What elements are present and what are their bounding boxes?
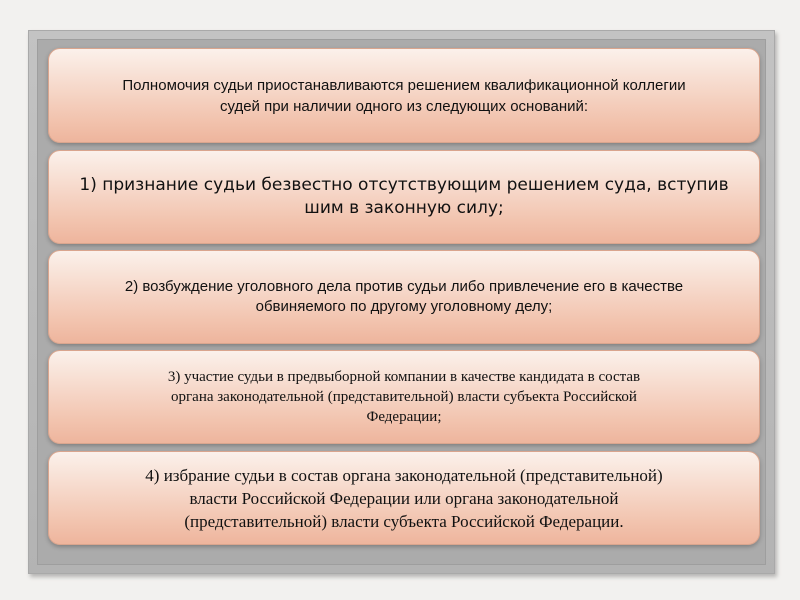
list-item-1	[48, 150, 760, 244]
header-box	[48, 48, 760, 143]
list-item-3-text: 3) участие судьи в предвыборной компании в качестве кандидата в состав органа законодательной (представительной) власти субъекта Российской Федерации;	[167, 369, 641, 425]
list-item-4-text: 4) избрание судьи в состав органа законодательной (представительной) власти Российской Федерации или органа законодательной (представительной) власти субъекта Российской Федерации.	[145, 465, 663, 531]
header-text: Полномочия судьи приостанавливаются решением квалификационной коллегии судей при наличии одного из следующих оснований:	[122, 76, 686, 115]
list-item-3	[48, 350, 760, 444]
list-item-2	[48, 250, 760, 344]
list-item-4	[48, 451, 760, 545]
list-item-2-text: 2) возбуждение уголовного дела против судьи либо привлечение его в качестве обвиняемого по другому уголовному делу;	[124, 278, 684, 315]
list-item-1-text: 1) признание судьи безвестно отсутствующим решением суда, вступив шим в законную силу;	[79, 175, 729, 218]
